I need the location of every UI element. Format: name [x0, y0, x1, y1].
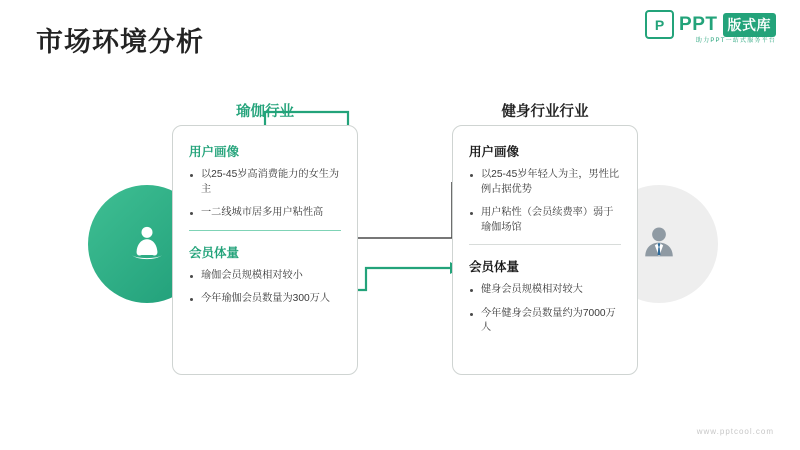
- footer-watermark: www.pptcool.com: [696, 427, 774, 436]
- card-divider: [469, 244, 621, 245]
- yoga-meditation-icon: [125, 222, 169, 266]
- bullet-list: [189, 269, 343, 307]
- section-title: 用户画像: [189, 145, 240, 159]
- list-item: 用户粘性（会员续费率）弱于瑜伽场馆: [469, 206, 623, 235]
- column-heading-fitness: 健身行业行业: [501, 104, 589, 120]
- card-fitness-section-members: [453, 257, 637, 336]
- card-fitness-section-profile: [453, 126, 637, 235]
- list-item: 今年瑜伽会员数量为300万人: [189, 292, 343, 307]
- person-avatar-icon: [637, 222, 681, 266]
- bullet-list: [469, 168, 623, 235]
- page-title: 市场环境分析: [36, 27, 204, 57]
- logo-subtitle: 助力PPT一站式服务平台: [695, 38, 776, 44]
- logo-badge: 版式库: [723, 13, 777, 37]
- list-item: 健身会员规模相对较大: [469, 283, 623, 298]
- card-yoga: [172, 125, 358, 375]
- list-item: 今年健身会员数量约为7000万人: [469, 307, 623, 336]
- bullet-list: [469, 283, 623, 336]
- list-item: 以25-45岁年轻人为主，男性比例占据优势: [469, 168, 623, 197]
- list-item: 一二线城市居多用户粘性高: [189, 206, 343, 221]
- list-item: 以25-45岁高消费能力的女生为主: [189, 168, 343, 197]
- card-divider: [189, 230, 341, 231]
- card-yoga-section-members: [173, 243, 357, 307]
- card-yoga-section-profile: [173, 126, 357, 221]
- logo-text: PPT: [679, 13, 718, 35]
- section-title: 会员体量: [189, 245, 240, 260]
- list-item: 瑜伽会员规模相对较小: [189, 269, 343, 284]
- column-heading-yoga: 瑜伽行业: [236, 104, 294, 120]
- section-title: 用户画像: [469, 145, 520, 159]
- card-fitness: [452, 125, 638, 375]
- section-title: 会员体量: [469, 260, 520, 274]
- logo-mark-icon: P: [645, 10, 674, 39]
- bullet-list: [189, 168, 343, 221]
